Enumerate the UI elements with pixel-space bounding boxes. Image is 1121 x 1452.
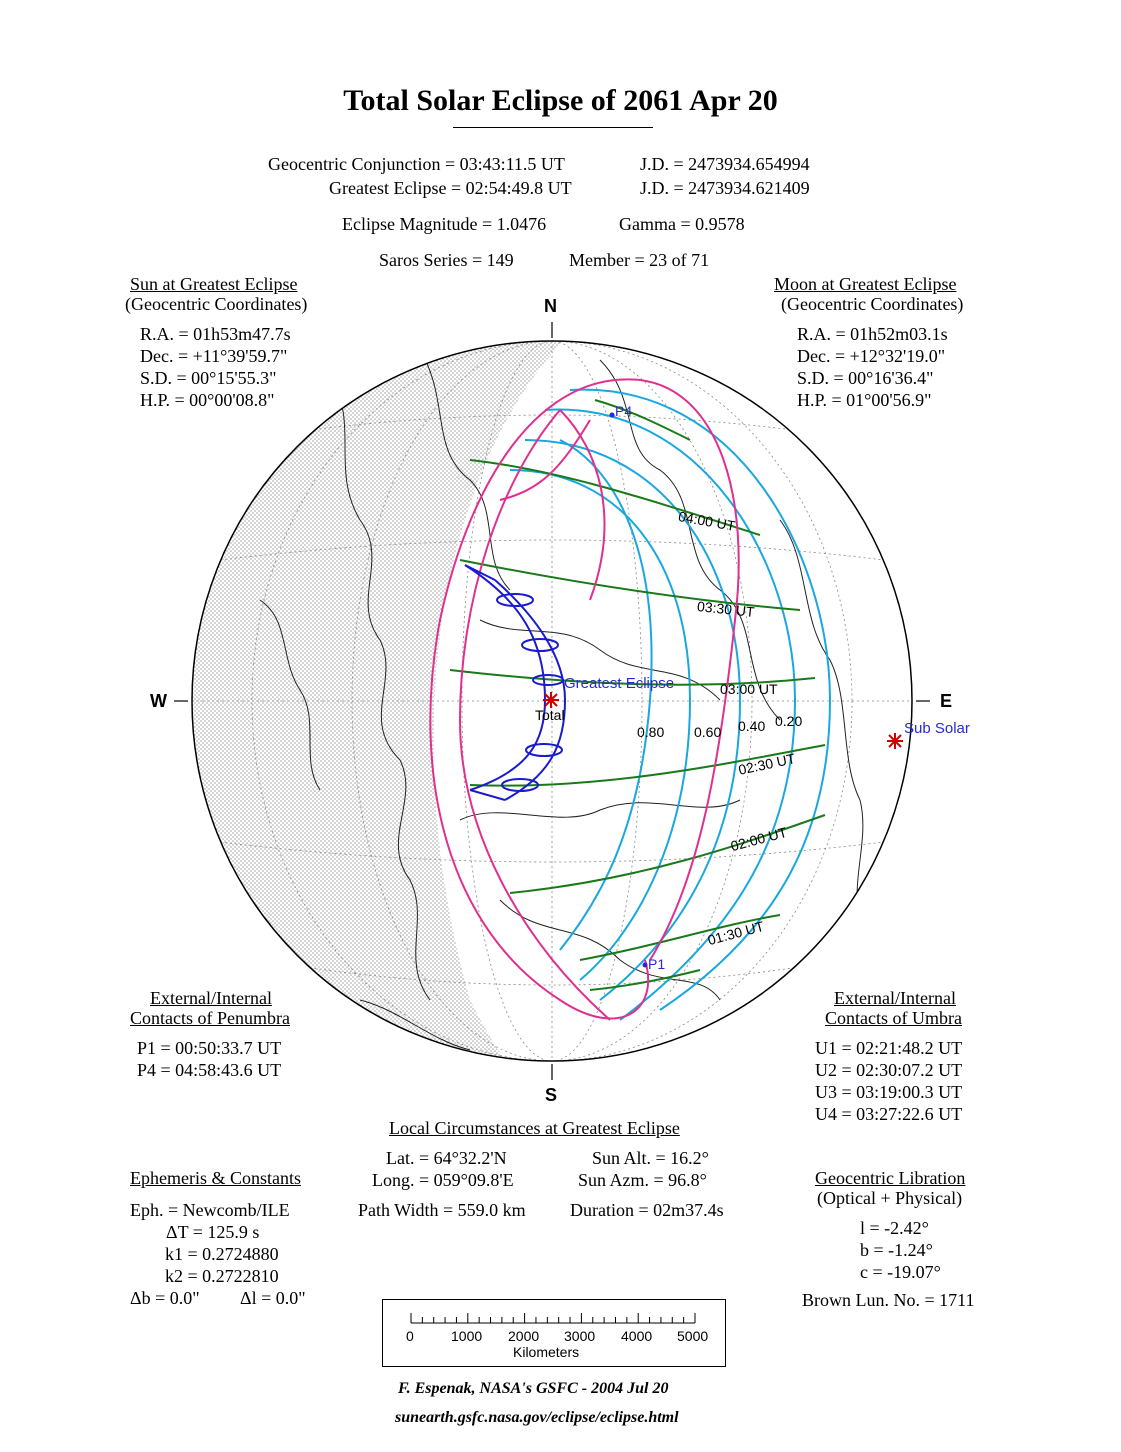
greatest-eclipse-jd: J.D. = 2473934.621409 xyxy=(640,178,810,198)
greatest-eclipse-label: Greatest Eclipse xyxy=(564,675,675,692)
local-duration: Duration = 02m37.4s xyxy=(570,1200,724,1220)
libration-heading: Geocentric Libration xyxy=(815,1168,966,1188)
sun-ra: R.A. = 01h53m47.7s xyxy=(140,324,291,344)
saros-series: Saros Series = 149 xyxy=(379,250,514,270)
umbra-u4: U4 = 03:27:22.6 UT xyxy=(815,1104,963,1124)
ephemeris-delta-l: Δl = 0.0" xyxy=(240,1288,306,1308)
greatest-eclipse-marker xyxy=(543,692,559,708)
scale-bar xyxy=(382,1299,726,1367)
sub-solar-marker xyxy=(887,733,903,749)
conjunction-jd: J.D. = 2473934.654994 xyxy=(640,154,810,174)
sun-sd: S.D. = 00°15'55.3" xyxy=(140,368,277,388)
penumbra-heading-2: Contacts of Penumbra xyxy=(130,1008,290,1028)
night-shading xyxy=(192,330,575,1080)
moon-dec: Dec. = +12°32'19.0" xyxy=(797,346,946,366)
ephemeris-k2: k2 = 0.2722810 xyxy=(165,1266,279,1286)
saros-member: Member = 23 of 71 xyxy=(569,250,710,270)
sun-subheading: (Geocentric Coordinates) xyxy=(125,294,308,314)
time-label-0400: 04:00 UT xyxy=(677,508,737,534)
ephemeris-eph: Eph. = Newcomb/ILE xyxy=(130,1200,290,1220)
umbra-heading-1: External/Internal xyxy=(834,988,956,1008)
magnitude-label-020: 0.20 xyxy=(775,713,803,729)
footer-credit: F. Espenak, NASA's GSFC - 2004 Jul 20 xyxy=(398,1380,669,1397)
p1-label: P1 xyxy=(648,956,666,972)
sun-heading: Sun at Greatest Eclipse xyxy=(130,274,298,294)
umbra-u2: U2 = 02:30:07.2 UT xyxy=(815,1060,963,1080)
greatest-eclipse-label: Greatest Eclipse = 02:54:49.8 UT xyxy=(329,178,572,198)
scale-unit: Kilometers xyxy=(513,1344,580,1360)
south-label: S xyxy=(545,1085,558,1105)
p4-point xyxy=(610,413,615,418)
ephemeris-delta-t: ΔT = 125.9 s xyxy=(166,1222,260,1242)
brown-lunation: Brown Lun. No. = 1711 xyxy=(802,1290,975,1310)
scale-tick-0: 0 xyxy=(406,1328,414,1344)
conjunction-label: Geocentric Conjunction = 03:43:11.5 UT xyxy=(268,154,565,174)
p1-point xyxy=(643,963,648,968)
ephemeris-heading: Ephemeris & Constants xyxy=(130,1168,301,1188)
scale-tick-2000: 2000 xyxy=(508,1328,540,1344)
moon-subheading: (Geocentric Coordinates) xyxy=(781,294,964,314)
north-label: N xyxy=(544,296,557,316)
east-label: E xyxy=(940,691,953,711)
umbra-u1: U1 = 02:21:48.2 UT xyxy=(815,1038,963,1058)
time-label-0230: 02:30 UT xyxy=(736,750,797,778)
umbra-heading-2: Contacts of Umbra xyxy=(825,1008,962,1028)
west-label: W xyxy=(150,691,167,711)
local-long: Long. = 059°09.8'E xyxy=(372,1170,514,1190)
sub-solar-label: Sub Solar xyxy=(904,720,970,737)
penumbra-p4: P4 = 04:58:43.6 UT xyxy=(137,1060,282,1080)
ephemeris-k1: k1 = 0.2724880 xyxy=(165,1244,279,1264)
eclipse-magnitude: Eclipse Magnitude = 1.0476 xyxy=(342,214,547,234)
libration-b: b = -1.24° xyxy=(860,1240,933,1260)
umbra-path xyxy=(465,565,565,800)
scale-tick-3000: 3000 xyxy=(564,1328,596,1344)
libration-l: l = -2.42° xyxy=(860,1218,929,1238)
time-label-0130: 01:30 UT xyxy=(705,917,766,949)
sun-hp: H.P. = 00°00'08.8" xyxy=(140,390,275,410)
local-sun-azm: Sun Azm. = 96.8° xyxy=(578,1170,707,1190)
page-title: Total Solar Eclipse of 2061 Apr 20 xyxy=(343,84,778,117)
footer-url: sunearth.gsfc.nasa.gov/eclipse/eclipse.html xyxy=(395,1409,679,1426)
libration-subheading: (Optical + Physical) xyxy=(817,1188,963,1208)
scale-tick-5000: 5000 xyxy=(677,1328,709,1344)
time-label-0300: 03:00 UT xyxy=(720,681,778,697)
local-heading: Local Circumstances at Greatest Eclipse xyxy=(389,1118,680,1138)
penumbra-p1: P1 = 00:50:33.7 UT xyxy=(137,1038,282,1058)
scale-tick-1000: 1000 xyxy=(451,1328,483,1344)
moon-sd: S.D. = 00°16'36.4" xyxy=(797,368,934,388)
scale-tick-4000: 4000 xyxy=(621,1328,653,1344)
magnitude-curves xyxy=(510,390,830,1020)
sun-dec: Dec. = +11°39'59.7" xyxy=(140,346,288,366)
total-label: Total xyxy=(535,707,565,723)
time-label-0200: 02:00 UT xyxy=(728,823,789,855)
penumbra-heading-1: External/Internal xyxy=(150,988,272,1008)
moon-ra: R.A. = 01h52m03.1s xyxy=(797,324,948,344)
local-lat: Lat. = 64°32.2'N xyxy=(386,1148,507,1168)
moon-heading: Moon at Greatest Eclipse xyxy=(774,274,957,294)
time-label-0330: 03:30 UT xyxy=(696,598,756,620)
libration-c: c = -19.07° xyxy=(860,1262,941,1282)
umbra-u3: U3 = 03:19:00.3 UT xyxy=(815,1082,963,1102)
ephemeris-delta-b: Δb = 0.0" xyxy=(130,1288,200,1308)
gamma: Gamma = 0.9578 xyxy=(619,214,745,234)
local-sun-alt: Sun Alt. = 16.2° xyxy=(592,1148,709,1168)
magnitude-label-080: 0.80 xyxy=(637,724,665,740)
p4-label: P4 xyxy=(615,403,633,419)
local-path-width: Path Width = 559.0 km xyxy=(358,1200,526,1220)
magnitude-label-060: 0.60 xyxy=(694,724,722,740)
moon-hp: H.P. = 01°00'56.9" xyxy=(797,390,932,410)
magnitude-label-040: 0.40 xyxy=(738,718,766,734)
